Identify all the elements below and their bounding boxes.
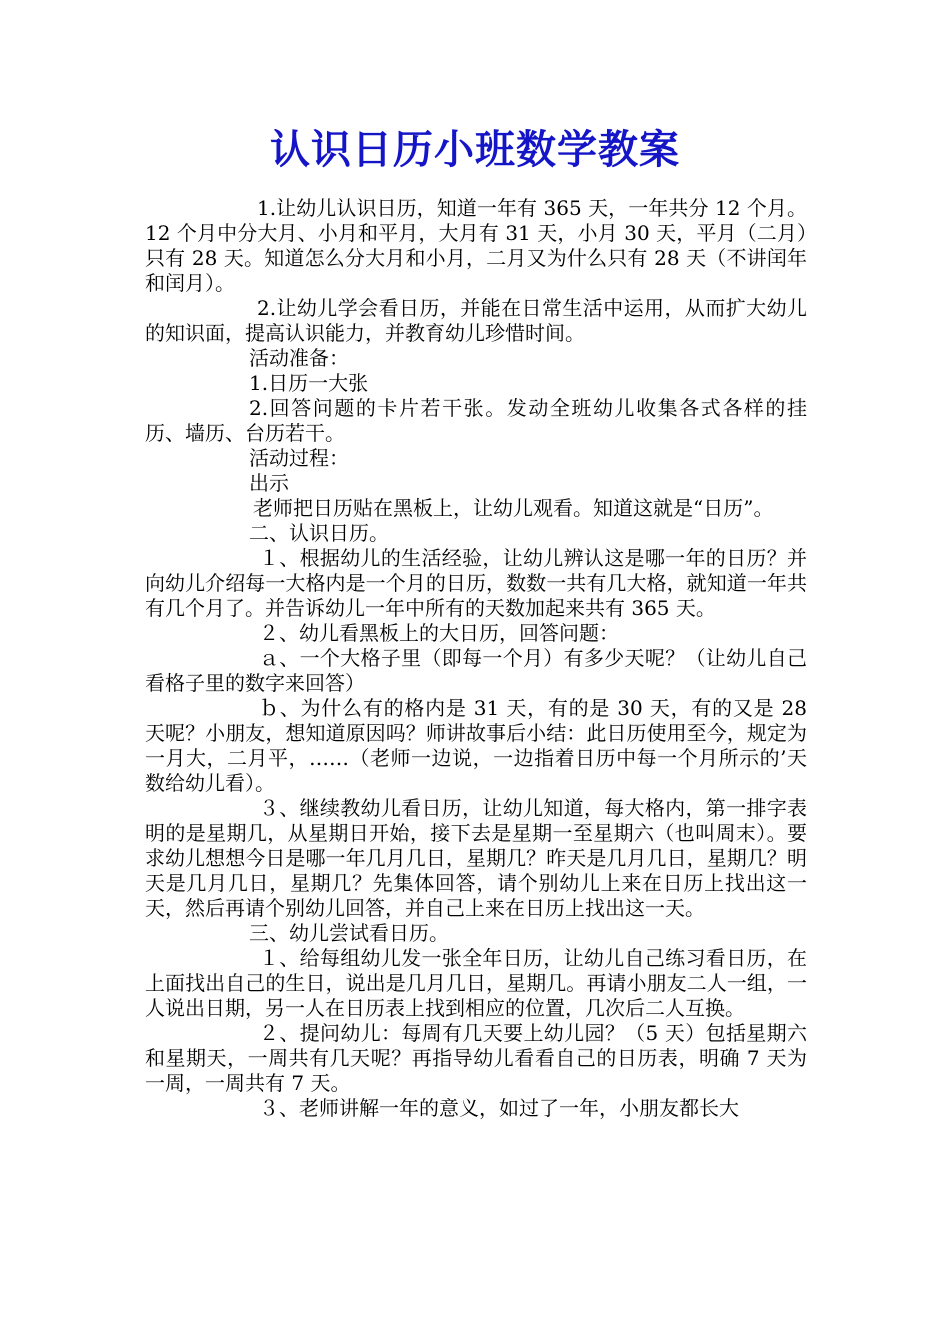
paragraph-3-1: １、给每组幼儿发一张全年日历，让幼儿自己练习看日历，在上面找出自己的生日，说出是几月几日，星期几。再请小朋友二人一组，一人说出日期，另一人在日历表上找到相应的位置，几次后二人互换。: [145, 946, 807, 1020]
heading-section-3: 三、幼儿尝试看日历。: [249, 921, 449, 945]
paragraph-3-3: ３、老师讲解一年的意义，如过了一年，小朋友都长大: [259, 1096, 739, 1120]
paragraph-2-3: ３、继续教幼儿看日历，让幼儿知道，每大格内，第一排字表明的是星期几，从星期日开始，接下去是星期一至星期六（也叫周末）。要求幼儿想想今日是哪一年几月几日，星期几？昨天是几月几日，星期几？明天是几月几日，星期几？先集体回答，请个别幼儿上来在日历上找出这一天，然后再请个别幼儿回答，并自己上来在日历上找出这一天。: [145, 796, 807, 920]
paragraph-3-2: ２、提问幼儿：每周有几天要上幼儿园？（5 天）包括星期六和星期天，一周共有几天呢？再指导幼儿看看自己的日历表，明确 7 天为一周，一周共有 7 天。: [145, 1021, 807, 1095]
paragraph-2-1: １、根据幼儿的生活经验，让幼儿辨认这是哪一年的日历？并向幼儿介绍每一大格内是一个月的日历，数数一共有几大格，就知道一年共有几个月了。并告诉幼儿一年中所有的天数加起来共有 365 天。: [145, 546, 807, 620]
heading-section-2: 二、认识日历。: [249, 521, 389, 545]
paragraph-teacher-calendar: 老师把日历贴在黑板上，让幼儿观看。知道这就是“日历”。: [253, 496, 774, 520]
paragraph-2-2: ２、幼儿看黑板上的大日历，回答问题：: [259, 621, 619, 645]
paragraph-2-2-b: ｂ、为什么有的格内是 31 天，有的是 30 天，有的又是 28 天呢？小朋友，想知道原因吗？师讲故事后小结：此日历使用至今，规定为一月大，二月平，……（老师一边说，一边指着日历中每一个月所示的’天数给幼儿看）。: [145, 696, 807, 795]
paragraph-preparation-1: 1.日历一大张: [249, 371, 369, 395]
paragraph-2-2-a: ａ、一个大格子里（即每一个月）有多少天呢？（让幼儿自己看格子里的数字来回答）: [145, 646, 807, 695]
paragraph-objective-1: 1.让幼儿认识日历，知道一年有 365 天，一年共分 12 个月。12 个月中分大月、小月和平月，大月有 31 天，小月 30 天，平月（二月）只有 28 天。知道怎么分大月和小月，二月又为什么只有 28 天（不讲闰年和闰月）。: [145, 196, 807, 295]
document-body: [145, 196, 807, 1121]
paragraph-preparation-2: 2.回答问题的卡片若干张。发动全班幼儿收集各式各样的挂历、墙历、台历若干。: [145, 396, 807, 445]
paragraph-objective-2: 2.让幼儿学会看日历，并能在日常生活中运用，从而扩大幼儿的知识面，提高认识能力，并教育幼儿珍惜时间。: [145, 296, 807, 345]
paragraph-show: 出示: [249, 471, 289, 495]
heading-process: 活动过程：: [249, 446, 349, 470]
document-title: 认识日历小班数学教案: [270, 126, 680, 173]
heading-preparation: 活动准备：: [249, 346, 349, 370]
